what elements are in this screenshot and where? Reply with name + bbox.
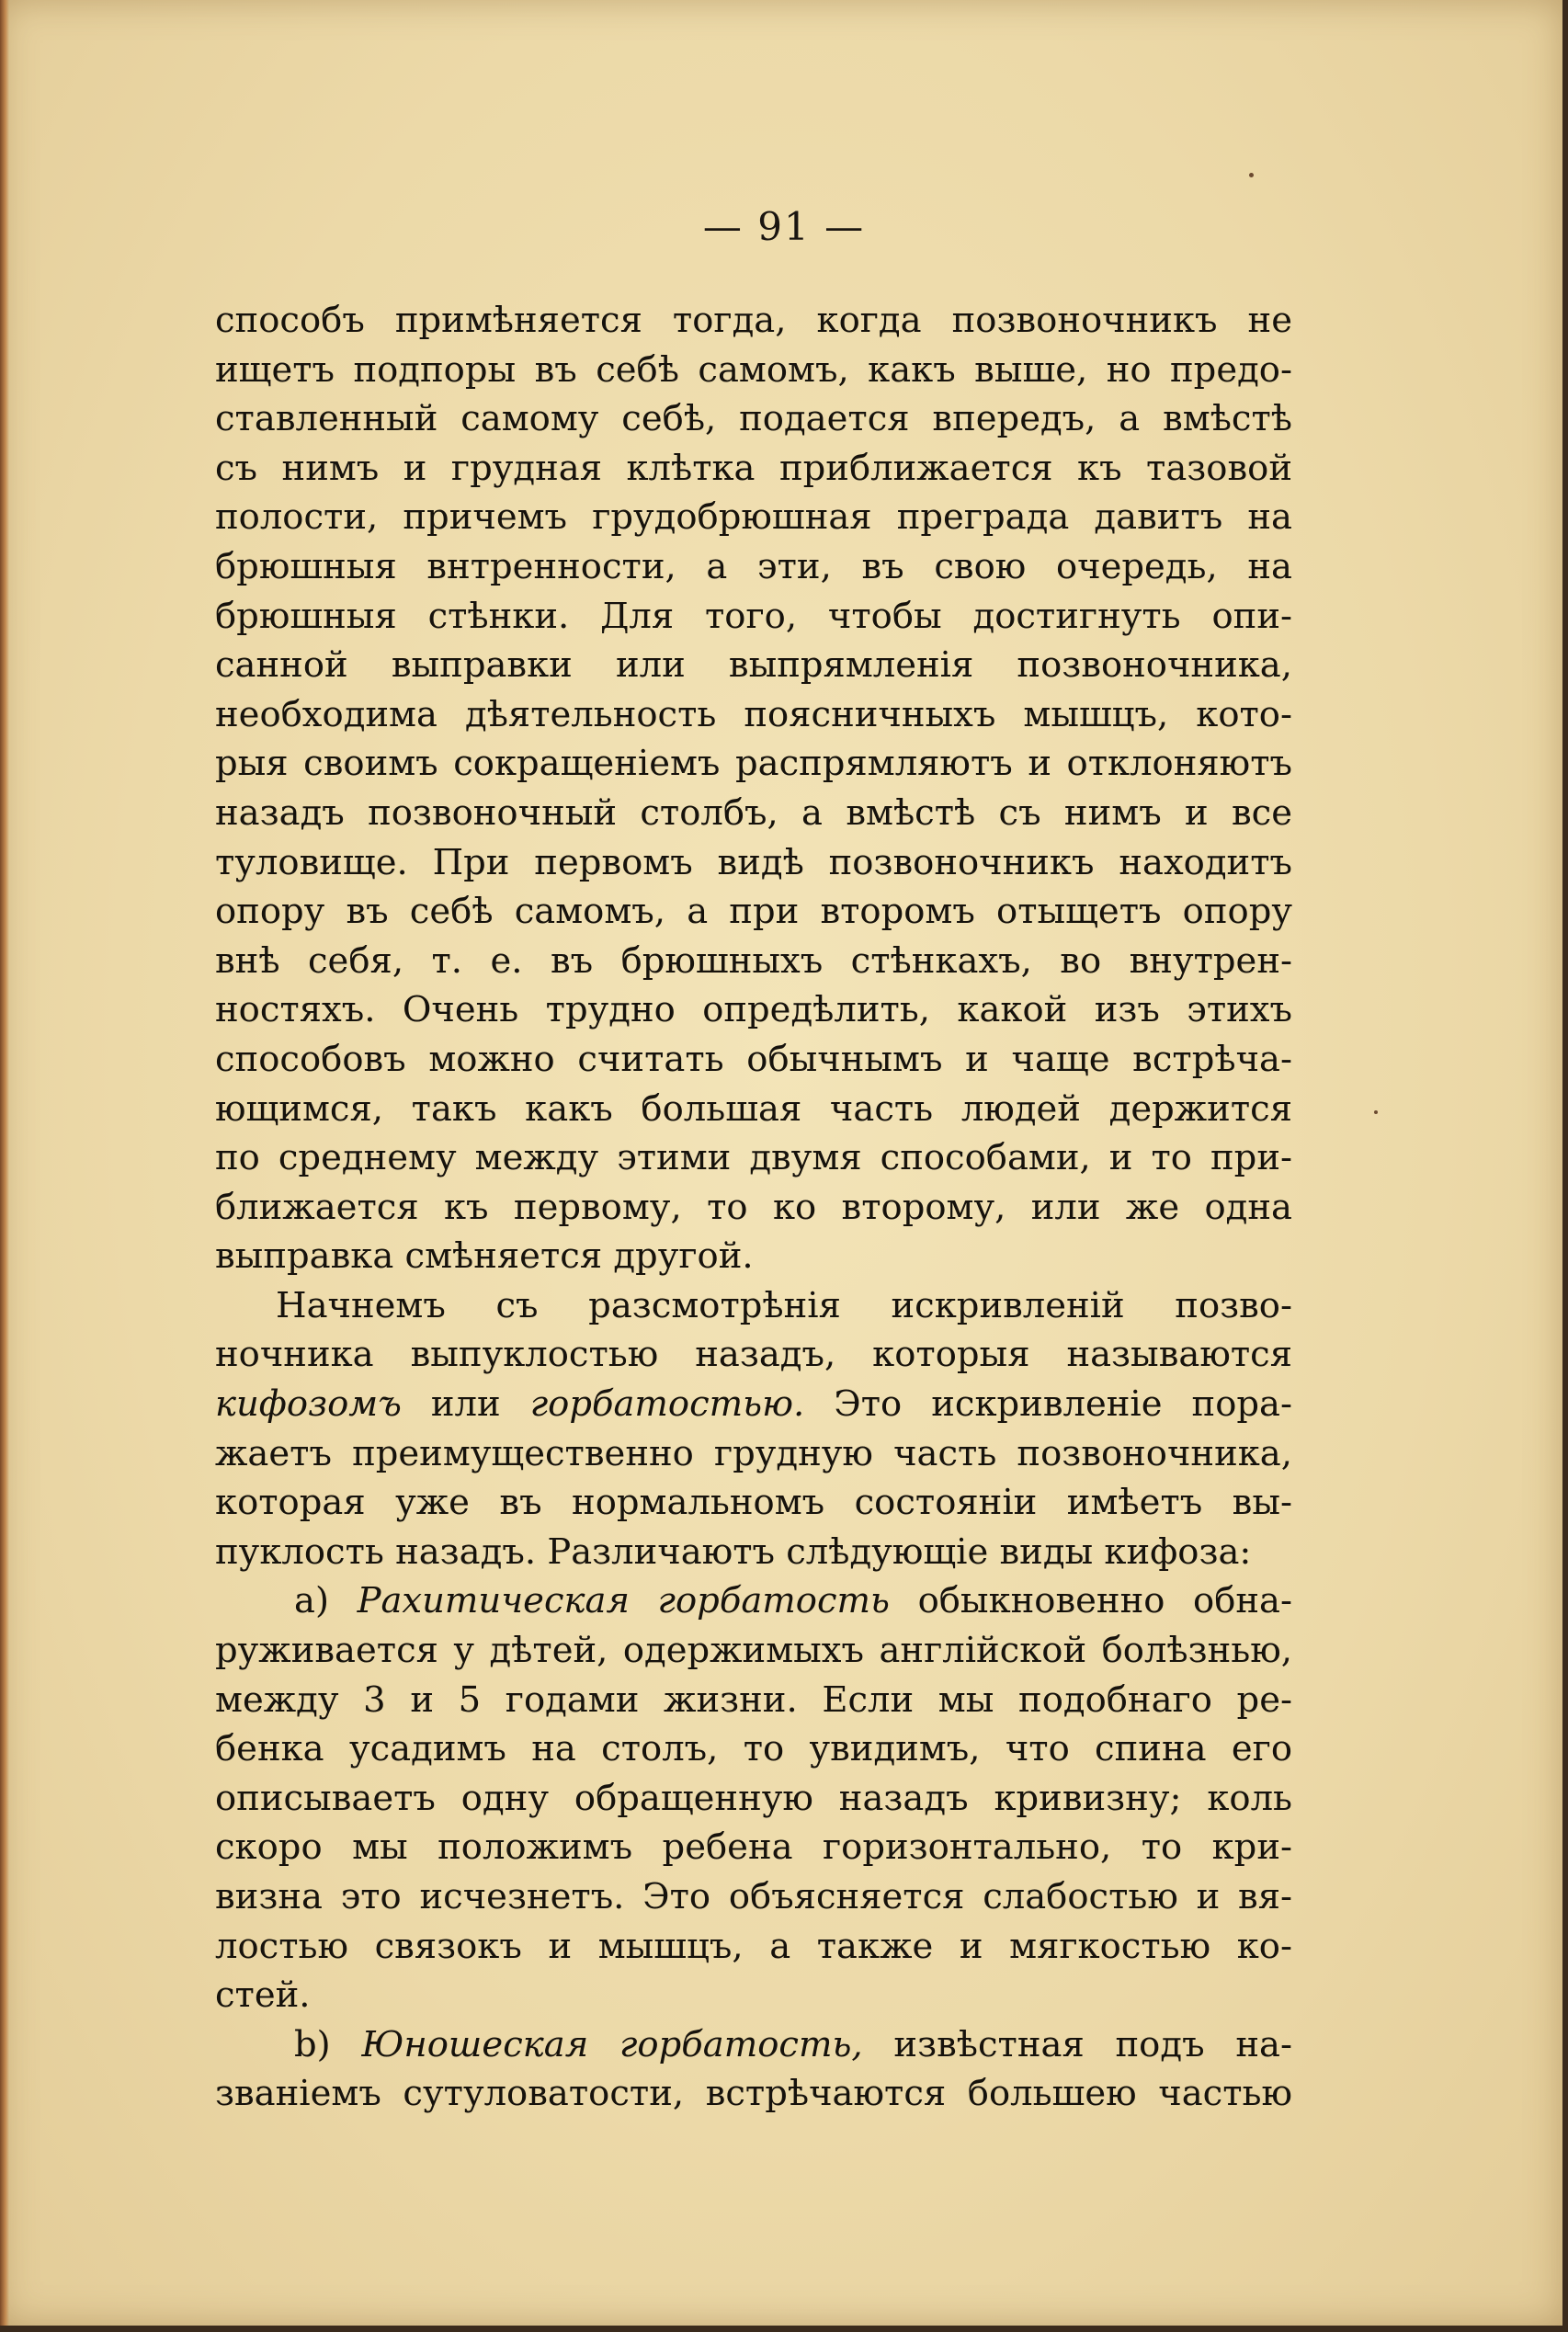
italic-term: кифозомъ — [215, 1383, 402, 1426]
text-line: визна это исчезнетъ. Это объясняется слабостью и вя- — [215, 1876, 1292, 1917]
text-line — [215, 1576, 1292, 1626]
paragraph-3 — [215, 1576, 1292, 2019]
text-line: между 3 и 5 годами жизни. Если мы подобнаго ре- — [215, 1678, 1292, 1721]
text-line: ностяхъ. Очень трудно опредѣлить, какой изъ этихъ — [215, 989, 1292, 1031]
text-line: туловище. При первомъ видѣ позвоночникъ находитъ — [215, 841, 1292, 883]
list-marker: a) — [294, 1580, 329, 1622]
text-line — [215, 2020, 1292, 2070]
text-line: ночника выпуклостью назадъ, которыя называются — [215, 1334, 1292, 1376]
text-line: руживается у дѣтей, одержимыхъ англійской болѣзнью, — [215, 1630, 1292, 1672]
text-line: званіемъ сутуловатости, встрѣчаются большею частью — [215, 2073, 1292, 2115]
italic-term: Юношеская горбатость, — [361, 2023, 863, 2065]
text-line: жаетъ преимущественно грудную часть позвоночника, — [215, 1432, 1292, 1474]
text-line: ющимся, такъ какъ большая часть людей держится — [215, 1087, 1292, 1130]
text-line: бенка усадимъ на столъ, то увидимъ, что спина его — [215, 1728, 1292, 1770]
text-line: брюшныя стѣнки. Для того, чтобы достигнуть опи- — [215, 595, 1292, 637]
text-line: описываетъ одну обращенную назадъ кривизну; коль — [215, 1777, 1292, 1819]
text-line: ставленный самому себѣ, подается впередъ, а вмѣстѣ — [215, 398, 1292, 440]
text-line: полости, причемъ грудобрюшная преграда давитъ на — [215, 496, 1292, 539]
paragraph-2 — [215, 1281, 1292, 1577]
text-line — [215, 1380, 1292, 1429]
text-line: Начнемъ съ разсмотрѣнія искривленій позво- — [276, 1284, 1292, 1326]
text-line: съ нимъ и грудная клѣтка приближается къ тазовой — [215, 447, 1292, 489]
italic-term: горбатостью. — [529, 1383, 805, 1426]
text-line: опору въ себѣ самомъ, а при второмъ отыщетъ опору — [215, 891, 1292, 933]
page-edge — [0, 0, 9, 2326]
paper-spot — [1374, 1110, 1378, 1114]
text-line: выправка смѣняется другой. — [215, 1235, 754, 1278]
text-line: которая уже въ нормальномъ состояніи имѣетъ вы- — [215, 1482, 1292, 1524]
paragraph-4 — [215, 2020, 1292, 2119]
paragraph-1 — [215, 296, 1292, 1281]
text-line: ищетъ подпоры въ себѣ самомъ, какъ выше, но предо- — [215, 348, 1292, 391]
text-span: Это искривленіе пора- — [804, 1383, 1292, 1426]
italic-term: Рахитическая горбатость — [357, 1580, 890, 1622]
body-text — [215, 296, 1292, 2119]
text-line: скоро мы положимъ ребена горизонтально, то кри- — [215, 1826, 1292, 1869]
text-line: внѣ себя, т. е. въ брюшныхъ стѣнкахъ, во внутрен- — [215, 939, 1292, 982]
text-line: необходима дѣятельность поясничныхъ мышцъ, кото- — [215, 693, 1292, 735]
text-line: брюшныя внтренности, а эти, въ свою очередь, на — [215, 545, 1292, 587]
text-line: пуклость назадъ. Различаютъ слѣдующіе виды кифоза: — [215, 1530, 1252, 1573]
paper-spot — [1249, 173, 1254, 177]
text-span: или — [401, 1383, 530, 1426]
text-line: ближается къ первому, то ко второму, или же одна — [215, 1186, 1292, 1228]
text-span: обыкновенно обна- — [890, 1580, 1292, 1622]
text-line: по среднему между этими двумя способами, и то при- — [215, 1137, 1292, 1179]
list-marker: b) — [294, 2023, 331, 2065]
text-line: лостью связокъ и мышцъ, а также и мягкостью ко- — [215, 1925, 1292, 1967]
text-span: извѣстная подъ на- — [862, 2023, 1292, 2065]
text-line: назадъ позвоночный столбъ, а вмѣстѣ съ нимъ и все — [215, 791, 1292, 834]
text-line: способовъ можно считать обычнымъ и чаще встрѣча- — [215, 1038, 1292, 1080]
text-line: стей. — [215, 1974, 311, 2017]
text-line: способъ примѣняется тогда, когда позвоночникъ не — [215, 300, 1292, 341]
text-line: рыя своимъ сокращеніемъ распрямляютъ и отклоняютъ — [215, 743, 1292, 785]
page-number: — 91 — — [702, 204, 866, 249]
text-line: санной выправки или выпрямленія позвоночника, — [215, 644, 1292, 687]
